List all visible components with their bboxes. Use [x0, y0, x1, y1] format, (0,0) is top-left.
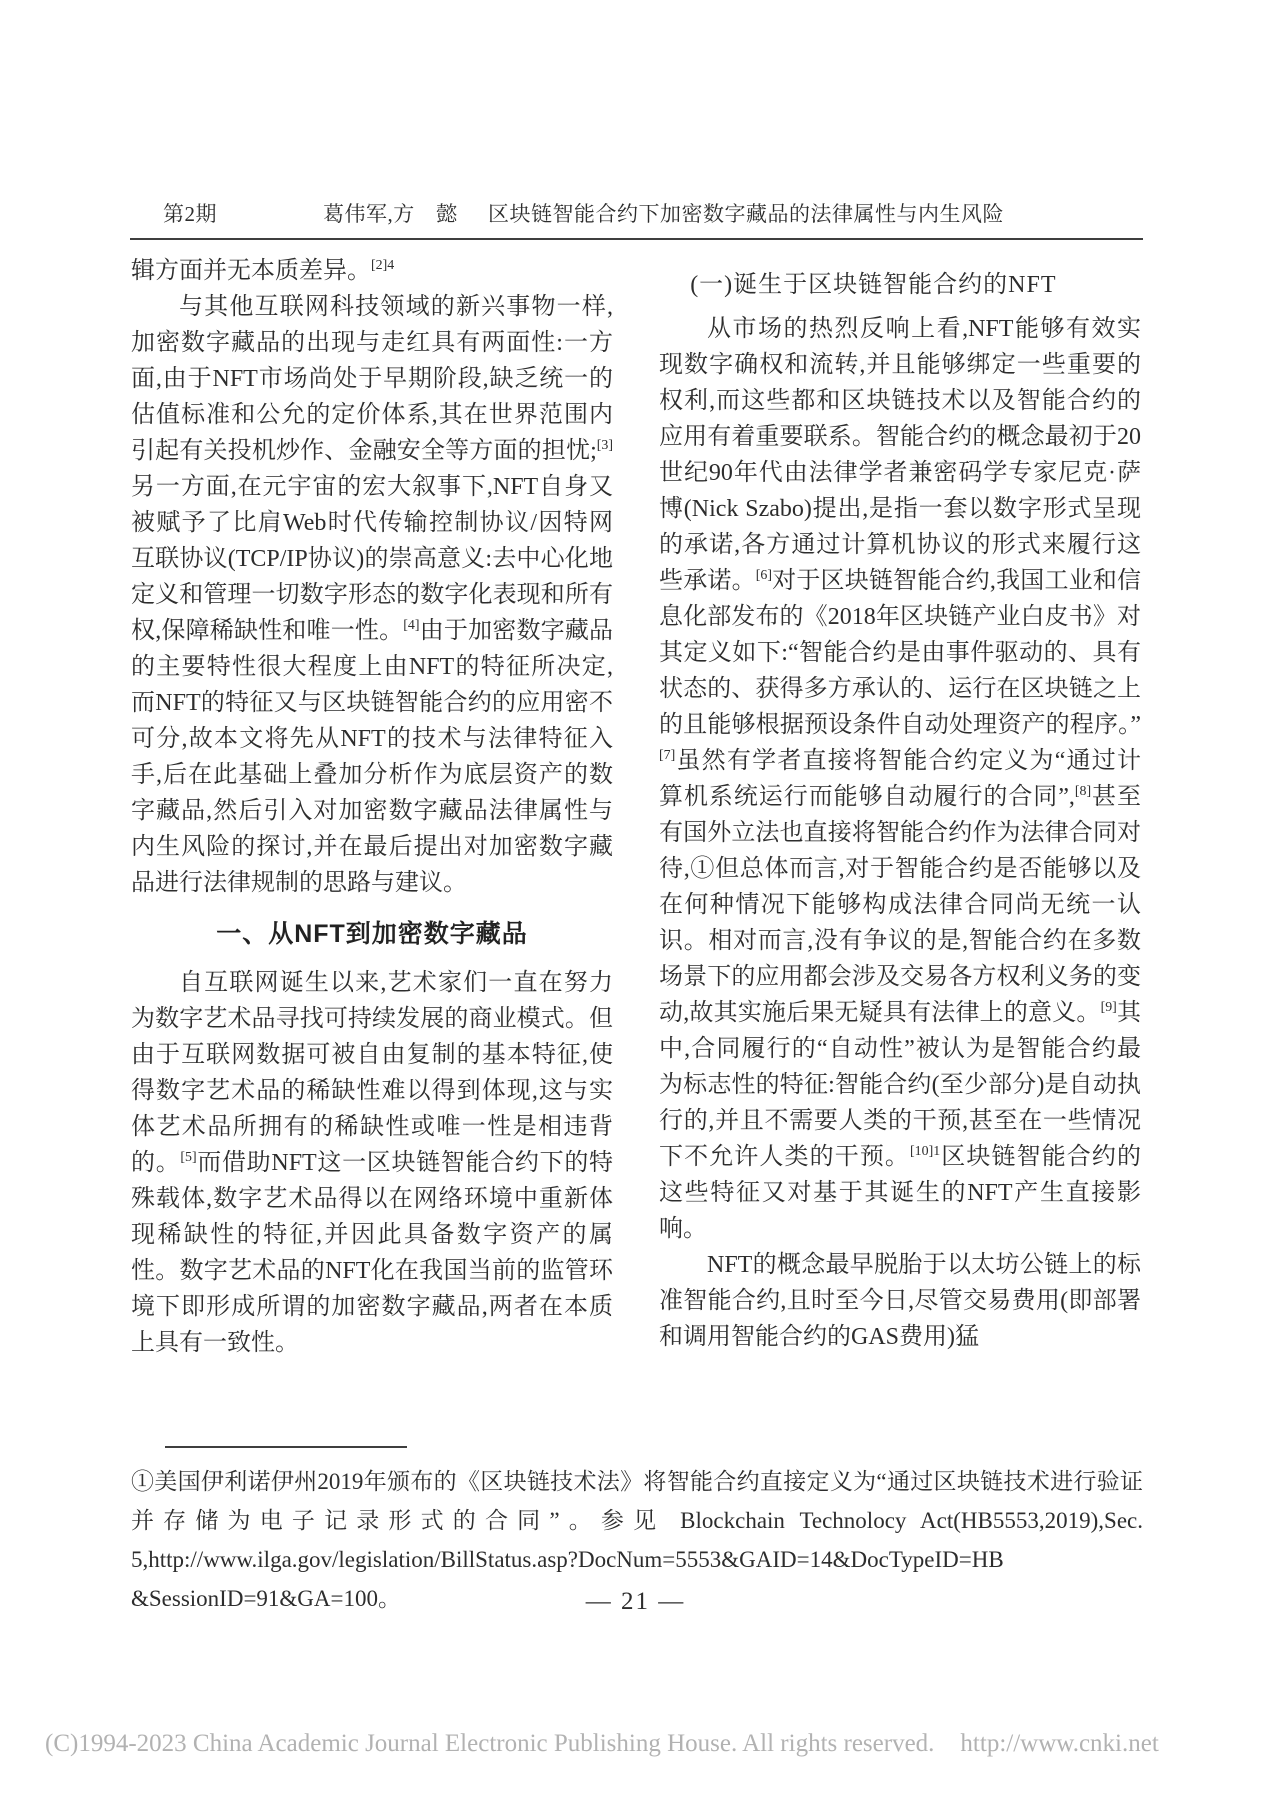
header-rule	[130, 238, 1143, 240]
page-number: — 21 —	[585, 1588, 686, 1615]
section-heading: 一、从NFT到加密数字藏品	[216, 920, 528, 948]
watermark-url: http://www.cnki.net	[960, 1730, 1159, 1757]
header-running-title: 区块链智能合约下加密数字藏品的法律属性与内生风险	[488, 202, 1004, 226]
paragraph: 与其他互联网科技领域的新兴事物一样,加密数字藏品的出现与走红具有两面性:一方面,由于NFT市场尚处于早期阶段,缺乏统一的估值标准和公允的定价体系,其在世界范围内引起有关投机炒作、金融安全等方面的担忧;[3]另一方面,在元宇宙的宏大叙事下,NFT自身又被赋予了比肩Web时代传输控制协议/因特网互联协议(TCP/IP协议)的崇高意义:去中心化地定义和管理一切数字形态的数字化表现和所有权,保障稀缺性和唯一性。[4]由于加密数字藏品的主要特性很大程度上由NFT的特征所决定,而NFT的特征又与区块链智能合约的应用密不可分,故本文将先从NFT的技术与法律特征入手,后在此基础上叠加分析作为底层资产的数字藏品,然后引入对加密数字藏品法律属性与内生风险的探讨,并在最后提出对加密数字藏品进行法律规制的思路与建议。	[131, 294, 614, 896]
paragraph: 从市场的热烈反响上看,NFT能够有效实现数字确权和流转,并且能够绑定一些重要的权利,而这些都和区块链技术以及智能合约的应用有着重要联系。智能合约的概念最初于20世纪90年代由法律学者兼密码学专家尼克·萨博(Nick Szabo)提出,是指一套以数字形式呈现的承诺,各方通过计算机协议的形式来履行这些承诺。[6]对于区块链智能合约,我国工业和信息化部发布的《2018年区块链产业白皮书》对其定义如下:“智能合约是由事件驱动的、具有状态的、获得多方承认的、运行在区块链之上的且能够根据预设条件自动处理资产的程序。”[7]虽然有学者直接将智能合约定义为“通过计算机系统运行而能够自动履行的合同”,[8]甚至有国外立法也直接将智能合约作为法律合同对待,①但总体而言,对于智能合约是否能够以及在何种情况下能够构成法律合同尚无统一认识。相对而言,没有争议的是,智能合约在多数场景下的应用都会涉及交易各方权利义务的变动,故其实施后果无疑具有法律上的意义。[9]其中,合同履行的“自动性”被认为是智能合约最为标志性的特征:智能合约(至少部分)是自动执行的,并且不需要人类的干预,甚至在一些情况下不允许人类的干预。$^{[10]1}$区块链智能合约的这些特征又对基于其诞生的NFT产生直接影响。	[659, 316, 1142, 1242]
header-authors: 葛伟军,方 懿	[323, 202, 458, 226]
paragraph: 自互联网诞生以来,艺术家们一直在努力为数字艺术品寻找可持续发展的商业模式。但由于互联网数据可被自由复制的基本特征,使得数字艺术品的稀缺性难以得到体现,这与实体艺术品所拥有的稀缺性或唯一性是相违背的。[5]而借助NFT这一区块链智能合约下的特殊载体,数字艺术品得以在网络环境中重新体现稀缺性的特征,并因此具备数字资产的属性。数字艺术品的NFT化在我国当前的监管环境下即形成所谓的加密数字藏品,两者在本质上具有一致性。	[131, 970, 614, 1356]
right-column	[659, 253, 1141, 1355]
watermark-copyright-text: (C)1994-2023 China Academic Journal Electronic Publishing House. All rights reserved.	[45, 1730, 935, 1757]
paragraph: NFT的概念最早脱胎于以太坊公链上的标准智能合约,且时至今日,尽管交易费用(即部署和调用智能合约的GAS费用)猛	[659, 1252, 1141, 1350]
header-issue-number: 第2期	[163, 202, 217, 226]
paragraph-continuation: 辑方面并无本质差异。$^{[2]4}$	[131, 258, 395, 284]
subsection-heading: (一)诞生于区块链智能合约的NFT	[690, 272, 1057, 298]
copyright-watermark	[45, 1730, 1245, 1758]
left-column	[131, 253, 613, 1361]
footnote-separator	[165, 1446, 407, 1448]
footnote: ①美国伊利诺伊州2019年颁布的《区块链技术法》将智能合约直接定义为“通过区块链技术进行验证并存储为电子记录形式的合同”。参见 Blockchain Technolocy Act(HB5553,2019),Sec. 5,http://www.ilga.gov/legislation/BillStatus.asp?DocNum=5553&GAID=14&DocTypeID=HB &SessionID=91&GA=100。	[131, 1469, 1143, 1611]
